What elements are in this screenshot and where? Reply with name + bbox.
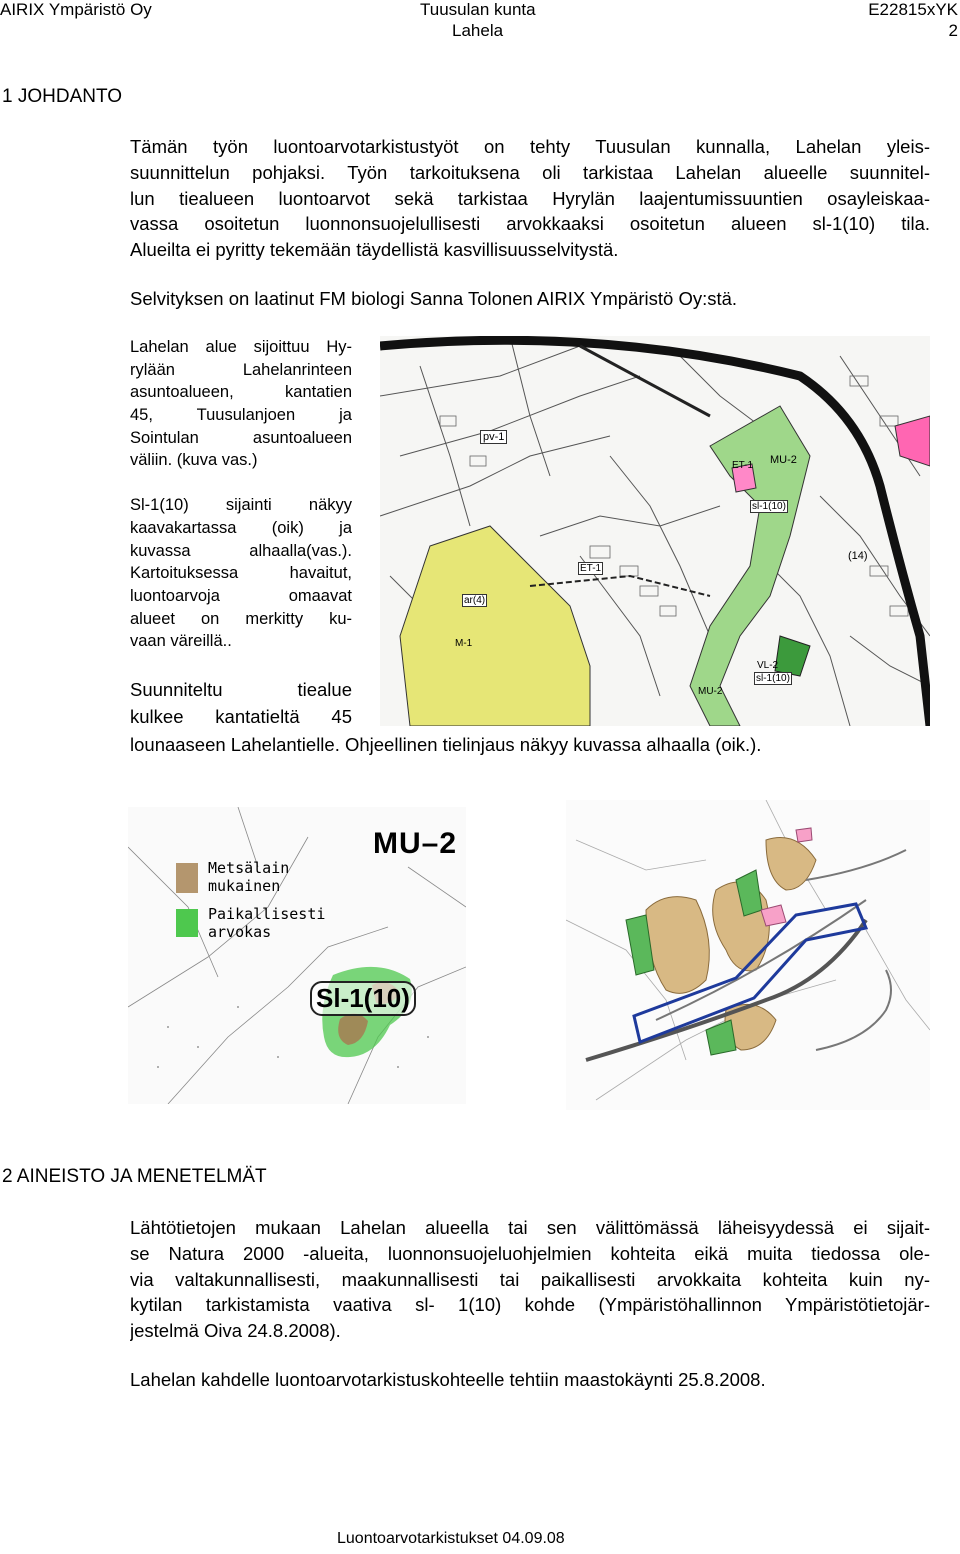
site-label: Sl-1(10) bbox=[310, 981, 416, 1016]
legend-item-forest-act bbox=[208, 859, 289, 895]
text-line: Kartoituksessa havaitut, bbox=[130, 564, 352, 583]
text-line: väliin. (kuva vas.) bbox=[130, 451, 258, 470]
text-line: kulkee kantatieltä 45 bbox=[130, 706, 352, 727]
site-map bbox=[128, 807, 466, 1104]
map-label: pv-1 bbox=[480, 430, 507, 444]
map-label: ET-1 bbox=[580, 563, 602, 574]
text-line: lun tiealueen luontoarvot sekä tarkistaa Hyrylän laajentumissuuntien osayleiskaa- bbox=[130, 187, 930, 209]
text-line: vassa osoitetun luonnonsuojelullisesti arvokkaaksi osoitetun alueen sl-1(10) tila. bbox=[130, 213, 930, 235]
text-line: Sl-1(10) sijainti näkyy bbox=[130, 496, 352, 515]
header-area: Lahela bbox=[452, 21, 504, 40]
section-title-materials-methods: 2 AINEISTO JA MENETELMÄT bbox=[2, 1166, 267, 1187]
text-line: Lähtötietojen mukaan Lahelan alueella tai sen välittömässä läheisyydessä ei sijait- bbox=[130, 1217, 930, 1238]
text-line: Sointulan asuntoalueen bbox=[130, 428, 352, 447]
location-paragraph bbox=[130, 336, 352, 653]
map-label: ar(4) bbox=[464, 595, 486, 606]
text-line: Suunniteltu tiealue bbox=[130, 679, 352, 700]
text-line: Lahelan alue sijoittuu Hy- bbox=[130, 338, 352, 356]
map-label: VL-2 bbox=[757, 660, 779, 671]
zoning-map-drawing bbox=[380, 336, 930, 726]
author-paragraph: Selvityksen on laatinut FM biologi Sanna Tolonen AIRIX Ympäristö Oy:stä. bbox=[130, 288, 738, 309]
materials-paragraph bbox=[130, 1215, 930, 1344]
header-page-number: 2 bbox=[948, 21, 958, 40]
text-line: Tämän työn luontoarvotarkistustyöt on tehty Tuusulan kunnalla, Lahelan yleis- bbox=[130, 136, 930, 157]
map-label: sl-1(10) bbox=[756, 673, 790, 684]
text-line: kuvassa alhaalla(vas.). bbox=[130, 541, 352, 560]
header-company: AIRIX Ympäristö Oy bbox=[0, 0, 152, 19]
header-doc-id: E22815xYK bbox=[868, 0, 958, 19]
legend-label: Paikallisesti bbox=[208, 905, 326, 923]
road-plan-drawing bbox=[566, 800, 930, 1110]
road-paragraph bbox=[130, 676, 352, 730]
text-line: asuntoalueen, kantatien bbox=[130, 383, 352, 402]
legend-item-locally-valuable bbox=[208, 905, 325, 941]
text-line: alueet on merkitty ku- bbox=[130, 609, 352, 628]
fieldwork-paragraph: Lahelan kahdelle luontoarvotarkistuskohteelle tehtiin maastokäynti 25.8.2008. bbox=[130, 1369, 766, 1390]
text-line: vaan väreillä.. bbox=[130, 632, 232, 651]
text-line: rylään Lahelanrinteen bbox=[130, 360, 352, 379]
map-label: MU-2 bbox=[770, 454, 797, 466]
map-label: sl-1(10) bbox=[752, 501, 786, 512]
section-title-introduction: 1 JOHDANTO bbox=[2, 86, 123, 107]
map-label: MU-2 bbox=[698, 686, 723, 697]
intro-paragraph bbox=[130, 134, 930, 263]
legend-label: Metsälain bbox=[208, 859, 290, 877]
footer-text: Luontoarvotarkistukset 04.09.08 bbox=[337, 1530, 565, 1547]
legend-label: mukainen bbox=[208, 877, 281, 895]
text-line: luontoarvoja omaavat bbox=[130, 586, 352, 605]
zoning-map bbox=[380, 336, 930, 726]
text-line: suunnittelun pohjaksi. Työn tarkoituksena oli tarkistaa Lahelan alueelle suunnitel- bbox=[130, 161, 930, 183]
text-line: Alueilta ei pyritty tekemään täydellistä kasvillisuusselvitystä. bbox=[130, 239, 619, 261]
text-line: via valtakunnallisesti, maakunnallisesti tai paikallisesti arvokkaita kohteita kuin ny- bbox=[130, 1268, 930, 1290]
map-label: ET-1 bbox=[732, 460, 754, 471]
legend-label: arvokas bbox=[208, 923, 272, 941]
header-client: Tuusulan kunta bbox=[420, 0, 536, 19]
zone-label: MU–2 bbox=[373, 827, 458, 860]
road-paragraph-tail: lounaaseen Lahelantielle. Ohjeellinen tielinjaus näkyy kuvassa alhaalla (oik.). bbox=[130, 734, 762, 755]
map-label: M-1 bbox=[455, 638, 473, 649]
text-line: se Natura 2000 -alueita, luonnonsuojeluohjelmien kohteita eikä muita tiedossa ole- bbox=[130, 1242, 930, 1264]
text-line: kaavakartassa (oik) ja bbox=[130, 518, 352, 537]
text-line: jestelmä Oiva 24.8.2008). bbox=[130, 1320, 341, 1342]
map-label: (14) bbox=[848, 550, 868, 562]
road-plan-image bbox=[566, 800, 930, 1110]
text-line: kytilan tarkistamista vaativa sl- 1(10) kohde (Ympäristöhallinnon Ympäristötietojär- bbox=[130, 1294, 930, 1316]
text-line: 45, Tuusulanjoen ja bbox=[130, 406, 352, 425]
